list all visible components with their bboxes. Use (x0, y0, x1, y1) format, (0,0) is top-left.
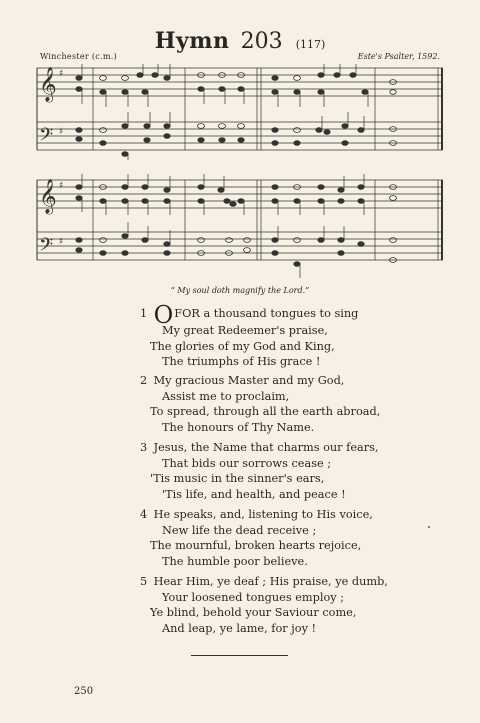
verse-line (140, 440, 379, 456)
svg-text:♯: ♯ (59, 127, 64, 137)
tune-source: Este's Psalter, 1592. (357, 52, 440, 61)
verse-line: 'Tis music in the sinner's ears, (150, 472, 325, 485)
music-system-1 (35, 64, 445, 160)
verse-line (140, 373, 380, 389)
stray-mark (428, 526, 430, 528)
verse-line (140, 301, 359, 329)
verse-line: Ye blind, behold your Saviour come, (150, 606, 357, 619)
hymn-title-word: Hymn (154, 28, 230, 54)
verse-line: 'Tis life, and health, and peace ! (162, 487, 346, 501)
old-hymn-number: (117) (295, 38, 326, 51)
verse-number: 5 (140, 575, 148, 588)
verse-line: That bids our sorrows cease ; (162, 456, 332, 470)
verse-line (140, 574, 388, 590)
svg-text:𝄢: 𝄢 (39, 235, 54, 260)
verse-line-text: My gracious Master and my God, (153, 374, 345, 387)
verse-line (140, 507, 373, 523)
verse-number: 4 (140, 508, 148, 521)
hymn-number: 203 (240, 29, 283, 54)
verse-line-text: Hear Him, ye deaf ; His praise, ye dumb, (153, 575, 388, 588)
verse-line: The triumphs of His grace ! (162, 355, 321, 368)
svg-text:♯: ♯ (59, 237, 64, 247)
verse-line: The glories of my God and King, (150, 339, 335, 353)
svg-text:𝄞: 𝄞 (39, 179, 57, 214)
end-rule (191, 655, 288, 656)
verse-number: 2 (140, 374, 148, 387)
hymn-title (0, 28, 480, 54)
tune-name: Winchester (c.m.) (40, 52, 118, 61)
verse-line-text: FOR a thousand tongues to sing (174, 307, 359, 320)
verse-line: The honours of Thy Name. (162, 420, 315, 434)
verse-line: Your loosened tongues employ ; (162, 590, 345, 604)
verse-line: My great Redeemer's praise, (162, 324, 328, 337)
verse-line: To spread, through all the earth abroad, (150, 405, 381, 418)
verse-1 (140, 301, 359, 370)
verse-line: And leap, ye lame, for joy ! (162, 621, 317, 635)
svg-text:𝄞: 𝄞 (39, 67, 57, 102)
verse-number: 1 (140, 307, 148, 320)
page-number: 250 (74, 686, 94, 697)
verse-number: 3 (140, 441, 148, 454)
verse-line-text: Jesus, the Name that charms our fears, (153, 441, 379, 454)
verse-line: The mournful, broken hearts rejoice, (150, 539, 362, 552)
verse-4 (140, 507, 373, 569)
svg-text:♯: ♯ (59, 69, 64, 79)
music-system-2 (35, 174, 445, 278)
svg-text:𝄢: 𝄢 (39, 125, 54, 150)
verse-line: New life the dead receive ; (162, 523, 317, 537)
verse-3 (140, 440, 379, 502)
verse-2 (140, 373, 380, 435)
verse-line: Assist me to proclaim, (162, 389, 290, 403)
verse-line: The humble poor believe. (162, 554, 308, 568)
drop-cap: O (153, 301, 174, 329)
verse-5 (140, 574, 388, 636)
svg-text:♯: ♯ (59, 181, 64, 191)
verse-line-text: He speaks, and, listening to His voice, (153, 508, 373, 521)
music-caption: “ My soul doth magnify the Lord.” (170, 286, 310, 295)
